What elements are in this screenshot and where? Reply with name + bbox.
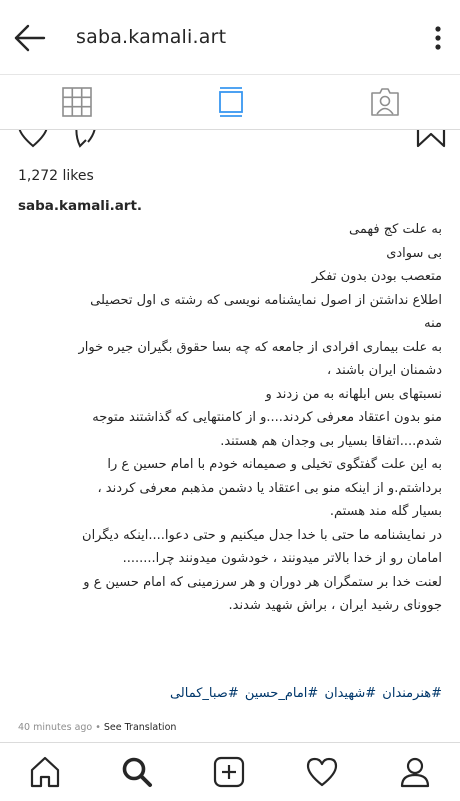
feed-icon [214,85,248,119]
heart-icon [305,755,339,789]
caption-line: منو بدون اعتقاد معرفی کردند....و از کامنتهایی که گذاشتند متوجه [92,410,442,425]
author-suffix: . [136,198,143,214]
search-icon [120,755,154,789]
post-action-row [0,130,460,156]
nav-profile-button[interactable] [398,755,432,789]
see-translation-link[interactable]: See Translation [103,722,177,733]
tab-tagged[interactable] [368,85,402,119]
tab-feed[interactable] [214,85,248,119]
bottom-navigation [0,742,460,801]
vertical-dots-icon [426,22,450,54]
home-icon [28,755,62,789]
caption-line: دشمنان ایران باشند ، [326,363,442,378]
like-count[interactable]: 1,272 likes [18,168,94,184]
post-timestamp: 40 minutes ago [18,722,93,733]
profile-view-tabs [0,75,460,130]
caption-line: برداشتم.و از اینکه منو بی اعتقاد یا دشمن مذهبم معرفی کردند ، [97,480,442,496]
meta-separator: • [92,722,104,733]
nav-search-button[interactable] [120,755,154,789]
hashtag-link[interactable]: #هنرمندان [382,686,442,701]
add-post-icon [212,755,246,789]
arrow-left-icon [10,20,50,56]
hashtag-link[interactable]: #صبا_کمالی [169,686,239,701]
post-author[interactable] [18,198,142,214]
caption-line: شدم....اتفاقا بسیار بی وجدان هم هستند. [220,433,442,449]
hashtag-link[interactable]: #امام_حسین [244,686,319,701]
caption-line: متعصب بودن بدون تفکر [311,269,442,284]
nav-activity-button[interactable] [305,755,339,789]
bookmark-icon[interactable] [414,130,448,154]
caption-line: منه [424,316,442,331]
tagged-person-icon [368,85,402,119]
top-bar [0,0,460,75]
caption-line: به این علت گفتگوی تخیلی و صمیمانه خودم با امام حسین ع را [107,457,442,472]
caption-line: بسیار گله مند هستم. [329,504,442,519]
post-caption [18,218,442,618]
tab-grid[interactable] [60,85,94,119]
heart-icon[interactable] [16,130,50,150]
caption-line: امامان رو از خدا بالاتر میدونند ، خودشون میدونند چرا........ [122,551,442,566]
caption-line: به علت بیماری افرادی از جامعه که چه بسا حقوق بگیران جیره خوار [78,339,442,355]
profile-icon [398,755,432,789]
caption-line: به علت کج فهمی [349,222,442,237]
comment-icon[interactable] [72,130,106,150]
author-username[interactable]: saba.kamali.art [18,198,137,214]
post-hashtags [18,686,442,701]
caption-line: بی سوادی [386,245,442,261]
grid-icon [60,85,94,119]
profile-username: saba.kamali.art [76,26,227,48]
caption-line: جوونای رشید ایران ، براش شهید شدند. [228,598,442,613]
caption-line: اطلاع نداشتن از اصول نمایشنامه نویسی که رشته ی اول تحصیلی [90,292,442,308]
caption-line: در نمایشنامه ما حتی با خدا جدل میکنیم و حتی دعوا....اینکه دیگران [82,527,442,543]
caption-line: نسبتهای بس ابلهانه به من زدند و [265,386,442,402]
post-meta [18,722,176,733]
back-button[interactable] [10,20,50,56]
nav-add-post-button[interactable] [212,755,246,789]
more-options-button[interactable] [426,22,450,54]
nav-home-button[interactable] [28,755,62,789]
caption-line: لعنت خدا بر ستمگران هر دوران و هر سرزمینی که امام حسین ع و [83,574,442,590]
hashtag-link[interactable]: #شهیدان [324,686,377,701]
